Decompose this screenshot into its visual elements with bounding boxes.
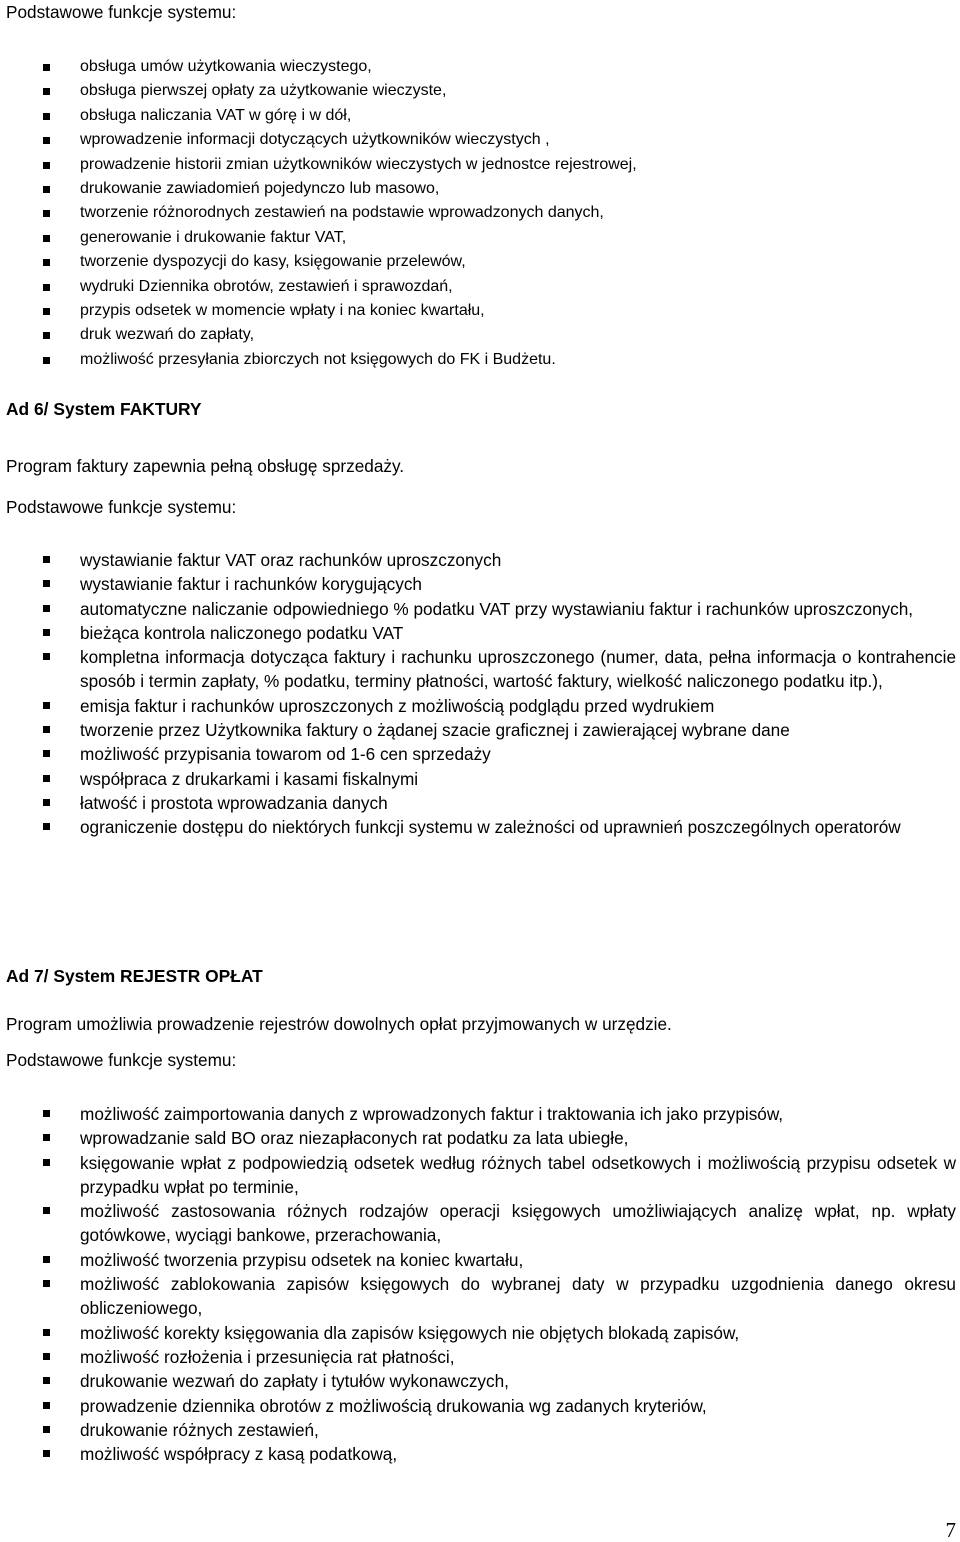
square-bullet-icon xyxy=(43,1426,50,1433)
list-item-text: wydruki Dziennika obrotów, zestawień i sprawozdań, xyxy=(80,277,453,295)
square-bullet-icon xyxy=(43,702,50,709)
page-number: 7 xyxy=(945,1518,956,1542)
list-item xyxy=(0,226,956,250)
list-item xyxy=(0,645,956,694)
list-item-text: księgowanie wpłat z podpowiedzią odsetek według różnych tabel odsetkowych i możliwością przypisu odsetek w przypadku wpłat po terminie, xyxy=(80,1152,956,1197)
list-item xyxy=(0,791,956,815)
list-item-text: automatyczne naliczanie odpowiedniego % podatku VAT przy wystawianiu faktur i rachunków uproszczonych, xyxy=(80,598,914,619)
square-bullet-icon xyxy=(43,1280,50,1287)
list-item xyxy=(0,55,956,79)
section5-intro: Podstawowe funkcje systemu: xyxy=(6,2,237,22)
square-bullet-icon xyxy=(43,1256,50,1263)
list-item xyxy=(0,299,956,323)
square-bullet-icon xyxy=(43,605,50,612)
list-item-text: wprowadzenie informacji dotyczących użytkowników wieczystych , xyxy=(80,131,550,149)
list-item-text: obsługa pierwszej opłaty za użytkowanie wieczyste, xyxy=(80,82,447,100)
square-bullet-icon xyxy=(43,775,50,782)
list-item xyxy=(0,742,956,766)
square-bullet-icon xyxy=(43,284,50,291)
list-item xyxy=(0,1102,956,1126)
list-item xyxy=(0,621,956,645)
square-bullet-icon xyxy=(43,1159,50,1166)
list-item xyxy=(0,1418,956,1442)
square-bullet-icon xyxy=(43,1329,50,1336)
list-item-text: wystawianie faktur VAT oraz rachunków uproszczonych xyxy=(80,550,502,570)
square-bullet-icon xyxy=(43,726,50,733)
square-bullet-icon xyxy=(43,823,50,830)
list-item-text: druk wezwań do zapłaty, xyxy=(80,326,255,344)
section5-function-list xyxy=(0,55,960,372)
list-item-text: tworzenie dyspozycji do kasy, księgowanie przelewów, xyxy=(80,253,466,271)
square-bullet-icon xyxy=(43,210,50,217)
square-bullet-icon xyxy=(43,1134,50,1141)
square-bullet-icon xyxy=(43,556,50,563)
square-bullet-icon xyxy=(43,750,50,757)
list-item-text: możliwość zaimportowania danych z wprowadzonych faktur i traktowania ich jako przypisów, xyxy=(80,1104,784,1124)
square-bullet-icon xyxy=(43,580,50,587)
list-item xyxy=(0,718,956,742)
square-bullet-icon xyxy=(43,235,50,242)
square-bullet-icon xyxy=(43,1353,50,1360)
list-item-text: bieżąca kontrola naliczonego podatku VAT xyxy=(80,622,404,643)
square-bullet-icon xyxy=(43,1450,50,1457)
list-item xyxy=(0,250,956,274)
square-bullet-icon xyxy=(43,1402,50,1409)
list-item-text: możliwość współpracy z kasą podatkową, xyxy=(80,1444,398,1465)
square-bullet-icon xyxy=(43,64,50,71)
square-bullet-icon xyxy=(43,357,50,364)
list-item xyxy=(0,275,956,299)
list-item xyxy=(0,153,956,177)
square-bullet-icon xyxy=(43,88,50,95)
square-bullet-icon xyxy=(43,1377,50,1384)
square-bullet-icon xyxy=(43,113,50,120)
list-item xyxy=(0,572,956,596)
list-item xyxy=(0,1394,956,1418)
list-item-text: możliwość korekty księgowania dla zapisów księgowych nie objętych blokadą zapisów, xyxy=(80,1322,740,1343)
list-item xyxy=(0,1345,956,1369)
list-item-text: prowadzenie historii zmian użytkowników wieczystych w jednostce rejestrowej, xyxy=(80,155,637,173)
square-bullet-icon xyxy=(43,186,50,193)
list-item xyxy=(0,1151,956,1200)
list-item-text: możliwość przesyłania zbiorczych not księgowych do FK i Budżetu. xyxy=(80,350,556,368)
square-bullet-icon xyxy=(43,137,50,144)
list-item-text: tworzenie różnorodnych zestawień na podstawie wprowadzonych danych, xyxy=(80,204,604,222)
list-item xyxy=(0,323,956,347)
square-bullet-icon xyxy=(43,162,50,169)
list-item xyxy=(0,815,956,839)
list-item xyxy=(0,694,956,718)
section7-function-list xyxy=(0,1102,960,1466)
section6-intro: Program faktury zapewnia pełną obsługę sprzedaży. xyxy=(6,456,405,476)
list-item xyxy=(0,1369,956,1393)
square-bullet-icon xyxy=(43,629,50,636)
list-item xyxy=(0,201,956,225)
list-item xyxy=(0,1126,956,1150)
list-item xyxy=(0,597,956,621)
list-item-text: obsługa naliczania VAT w górę i w dół, xyxy=(80,106,352,124)
list-item xyxy=(0,1199,956,1248)
list-item-text: ograniczenie dostępu do niektórych funkcji systemu w zależności od uprawnień poszczególnych operatorów xyxy=(80,817,901,838)
list-item-text: drukowanie różnych zestawień, xyxy=(80,1419,319,1440)
list-item xyxy=(0,79,956,103)
section6-functions-label: Podstawowe funkcje systemu: xyxy=(6,497,237,517)
list-item-text: obsługa umów użytkowania wieczystego, xyxy=(80,58,372,75)
list-item-text: możliwość tworzenia przypisu odsetek na koniec kwartału, xyxy=(80,1249,524,1270)
square-bullet-icon xyxy=(43,1110,50,1117)
list-item-text: wystawianie faktur i rachunków korygujących xyxy=(80,574,422,595)
square-bullet-icon xyxy=(43,259,50,266)
list-item-text: prowadzenie dziennika obrotów z możliwością drukowania wg zadanych kryteriów, xyxy=(80,1395,707,1416)
list-item-text: łatwość i prostota wprowadzania danych xyxy=(80,792,388,813)
list-item xyxy=(0,177,956,201)
list-item-text: możliwość zablokowania zapisów księgowych do wybranej daty w przypadku uzgodnienia danego okresu obliczeniowego, xyxy=(80,1274,956,1319)
list-item xyxy=(0,1272,956,1321)
list-item xyxy=(0,1442,956,1466)
list-item-text: wprowadzanie sald BO oraz niezapłaconych rat podatku za lata ubiegłe, xyxy=(80,1128,629,1149)
square-bullet-icon xyxy=(43,799,50,806)
list-item xyxy=(0,767,956,791)
list-item-text: drukowanie wezwań do zapłaty i tytułów wykonawczych, xyxy=(80,1371,509,1392)
list-item-text: generowanie i drukowanie faktur VAT, xyxy=(80,228,347,246)
list-item-text: emisja faktur i rachunków uproszczonych z możliwością podglądu przed wydrukiem xyxy=(80,695,715,716)
list-item xyxy=(0,128,956,152)
list-item-text: kompletna informacja dotycząca faktury i rachunku uproszczonego (numer, data, pełna informacja o kontrahencie sposób i termin zapłaty, % podatku, terminy płatności, wartość faktury, wielkość naliczonego podatku itp.), xyxy=(80,647,956,692)
list-item xyxy=(0,548,956,572)
list-item-text: drukowanie zawiadomień pojedynczo lub masowo, xyxy=(80,180,440,198)
list-item-text: tworzenie przez Użytkownika faktury o żądanej szacie graficznej i zawierającej wybrane dane xyxy=(80,720,790,741)
section7-functions-label: Podstawowe funkcje systemu: xyxy=(6,1050,237,1070)
section6-function-list xyxy=(0,548,960,840)
list-item-text: możliwość rozłożenia i przesunięcia rat płatności, xyxy=(80,1346,455,1367)
square-bullet-icon xyxy=(43,332,50,339)
square-bullet-icon xyxy=(43,1207,50,1214)
list-item xyxy=(0,348,956,372)
list-item xyxy=(0,1321,956,1345)
list-item-text: możliwość przypisania towarom od 1-6 cen sprzedaży xyxy=(80,744,491,765)
section7-heading: Ad 7/ System REJESTR OPŁAT xyxy=(6,966,263,986)
list-item xyxy=(0,1248,956,1272)
list-item xyxy=(0,104,956,128)
list-item-text: możliwość zastosowania różnych rodzajów operacji księgowych umożliwiających analizę wpłat, np. wpłaty gotówkowe, wyciągi bankowe, przerachowania, xyxy=(80,1201,956,1246)
section7-intro: Program umożliwia prowadzenie rejestrów dowolnych opłat przyjmowanych w urzędzie. xyxy=(6,1014,672,1034)
list-item-text: współpraca z drukarkami i kasami fiskalnymi xyxy=(80,768,419,789)
list-item-text: przypis odsetek w momencie wpłaty i na koniec kwartału, xyxy=(80,302,485,320)
section6-heading: Ad 6/ System FAKTURY xyxy=(6,399,202,419)
square-bullet-icon xyxy=(43,308,50,315)
square-bullet-icon xyxy=(43,653,50,660)
